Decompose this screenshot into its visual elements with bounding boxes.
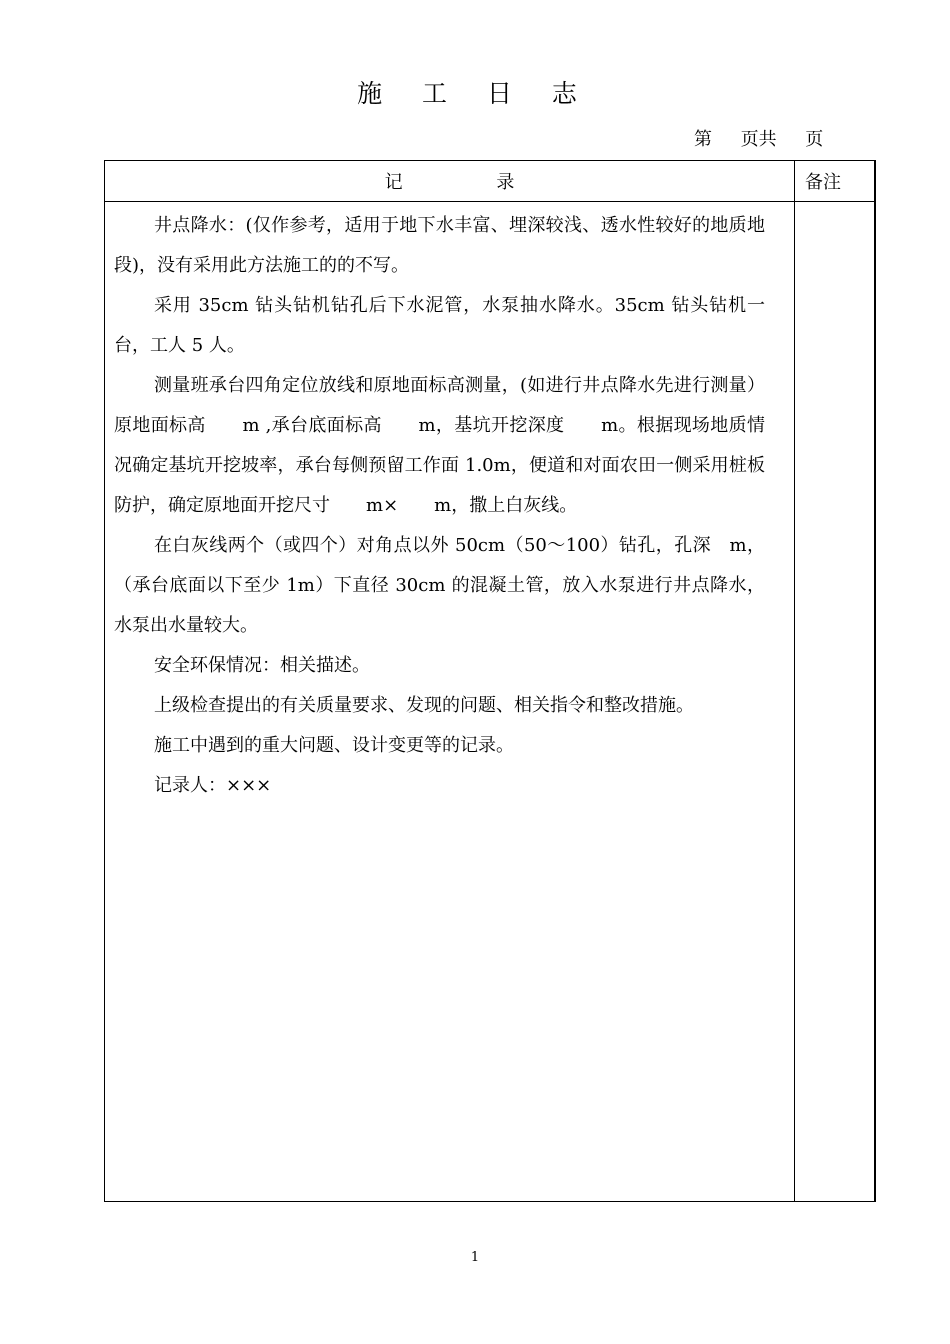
record-content-cell xyxy=(105,202,795,1202)
page-info: 第 页共 页 xyxy=(694,129,824,150)
notes-content-cell xyxy=(795,202,875,1202)
table-body-row xyxy=(105,202,875,1202)
page-number: 1 xyxy=(470,1250,480,1265)
record-column-header: 记 录 xyxy=(105,161,795,202)
table-header-row xyxy=(105,161,875,202)
notes-column-header: 备注 xyxy=(795,161,875,202)
paragraph-drilling-equipment: 采用 35cm 钻头钻机钻孔后下水泥管，水泵抽水降水。35cm 钻头钻机一台，工人 5 人。 xyxy=(114,295,765,356)
document-title: 施 工 日 志 xyxy=(357,79,593,108)
paragraph-major-issues: 施工中遇到的重大问题、设计变更等的记录。 xyxy=(154,735,514,756)
paragraph-survey-layout: 测量班承台四角定位放线和原地面标高测量，(如进行井点降水先进行测量）原地面标高 m ,承台底面标高 m，基坑开挖深度 m。根据现场地质情况确定基坑开挖坡率，承台每侧预留工作面 1.0m，便道和对面农田一侧采用桩板防护，确定原地面开挖尺寸 m× m，撒上白灰线。 xyxy=(114,375,765,516)
paragraph-safety-environment: 安全环保情况：相关描述。 xyxy=(154,655,370,676)
paragraph-drilling-pipes: 在白灰线两个（或四个）对角点以外 50cm（50～100）钻孔，孔深 m，（承台底面以下至少 1m）下直径 30cm 的混凝土管，放入水泵进行井点降水，水泵出水量较大。 xyxy=(114,535,765,636)
construction-log-table xyxy=(104,160,876,1202)
paragraph-inspection-requirements: 上级检查提出的有关质量要求、发现的问题、相关指令和整改措施。 xyxy=(154,695,694,716)
paragraph-well-point-dewatering: 井点降水：(仅作参考，适用于地下水丰富、埋深较浅、透水性较好的地质地段)，没有采用此方法施工的的不写。 xyxy=(114,215,765,276)
paragraph-recorder: 记录人：××× xyxy=(154,775,272,796)
